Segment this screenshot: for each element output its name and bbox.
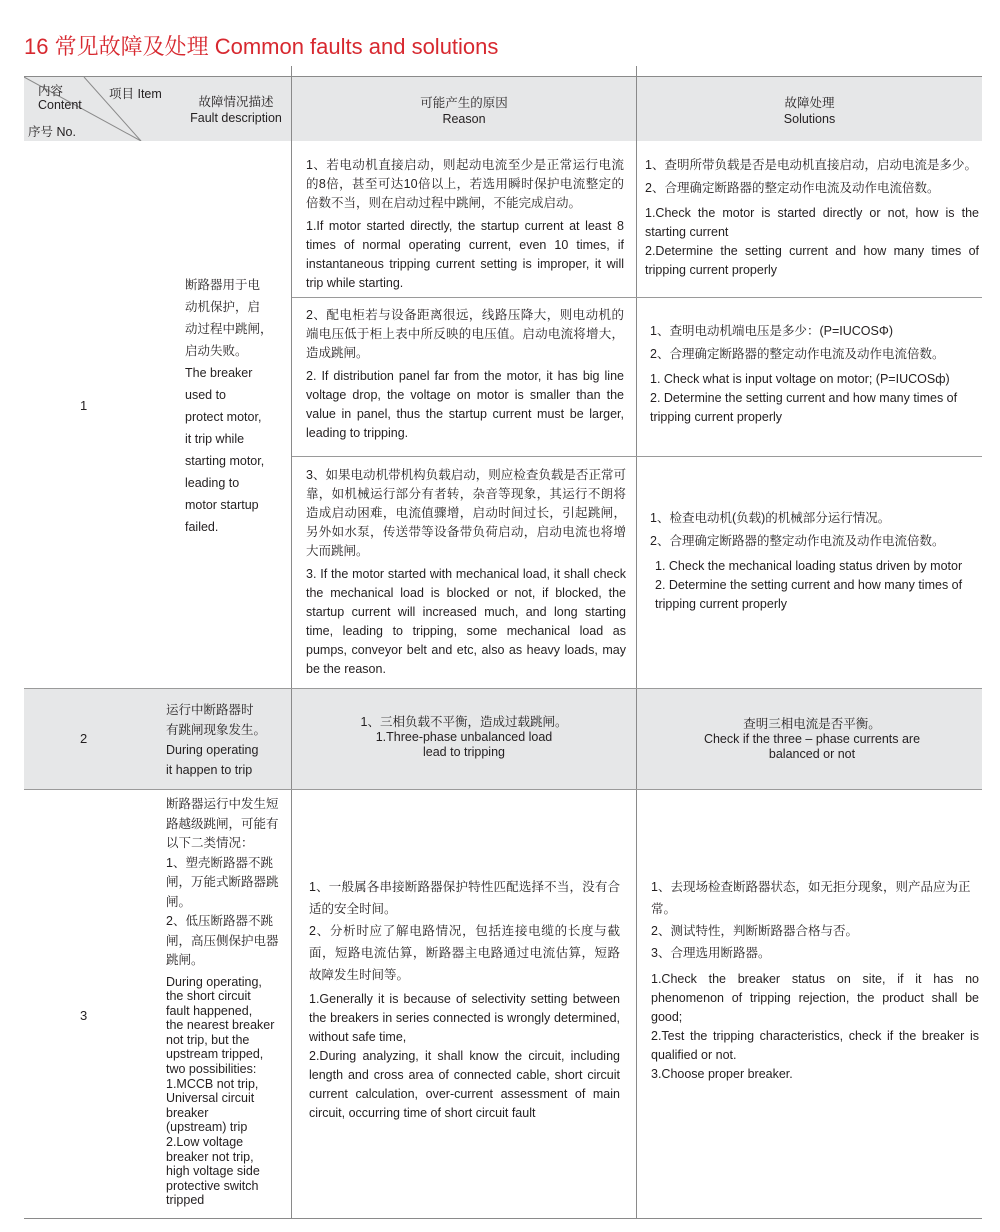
row-3-fault-en-line: breaker not trip,: [166, 1149, 254, 1164]
row-2-fault-line: 有跳闸现象发生。: [166, 723, 267, 737]
row-2-solution-cn: 查明三相电流是否平衡。: [743, 717, 881, 731]
row-1-1-solution-cn: 1、查明所带负载是否是电动机直接启动，启动电流是多少。: [645, 158, 977, 172]
row-2-number: 2: [80, 731, 88, 746]
row-1-fault: [185, 274, 285, 538]
row-3-solution-cn: 2、测试特性，判断断路器合格与否。: [651, 924, 858, 938]
row-1-2-solution-en: 1. Check what is input voltage on motor; (P=IUCOSф): [650, 372, 950, 386]
row-2-reason-cn: 1、三相负载不平衡，造成过载跳闸。: [360, 715, 568, 729]
row-3-fault-line: 闸。: [166, 894, 192, 909]
row-1-fault-line: failed.: [185, 520, 219, 534]
row-3-fault-en-line: the nearest breaker: [166, 1018, 275, 1033]
row-2-top-rule: [24, 688, 982, 689]
row-1-3-reason: [306, 466, 626, 683]
row-3-solution-en: 3.Choose proper breaker.: [651, 1067, 793, 1081]
row-1-3-reason-cn: 3、如果电动机带机构负载启动，则应检查负载是否正常可靠，如机械运行部分有者转，杂音等现象，其运行不朗将造成启动困难，电流值骤增，启动时间过长，引起跳闸，另外如水泵，传送带等设备带负荷启动，启动电流也将增大而跳闸。: [306, 468, 626, 558]
row-1-3-solution: [650, 509, 982, 614]
row-2-fault-line: During operating: [166, 743, 259, 757]
row-3-fault-en-line: two possibilities:: [166, 1062, 257, 1077]
header-reason-cn: 可能产生的原因: [420, 96, 508, 110]
header-fault: [180, 94, 292, 126]
header-content-en: Content: [38, 98, 82, 112]
header-reason-en: Reason: [442, 112, 486, 126]
row-3-top-rule: [24, 789, 982, 790]
row-1-fault-line: motor startup: [185, 498, 259, 512]
row-2-solution-en: Check if the three – phase currents are: [703, 732, 921, 746]
row-1-number: 1: [80, 398, 88, 413]
page-title: 16 常见故障及处理 Common faults and solutions: [24, 34, 499, 59]
row-1-fault-line: protect motor,: [185, 410, 262, 424]
row-1-2-reason-en: 2. If distribution panel far from the motor, it has big line voltage drop, the voltage on motor is smaller than the value in panel, thus the startup current must be larger, leading to tripping.: [306, 369, 624, 440]
row-1-fault-line: it trip while: [185, 432, 245, 446]
table-bottom-rule: [24, 1218, 982, 1219]
row-3-fault-en-line: Universal circuit: [166, 1091, 255, 1106]
row-1-2-solution: [650, 322, 982, 427]
row-1-1-solution-en: 2.Determine the setting current and how many times of tripping current properly: [645, 244, 979, 277]
header-content-cn: 内容: [38, 84, 64, 98]
header-solution-cn: 故障处理: [784, 96, 835, 110]
row-1-fault-line: 动过程中跳闸，: [185, 322, 273, 336]
row-3-fault-line: 闸，万能式断路器跳: [166, 875, 279, 889]
row-1-2-reason-cn: 2、配电柜若与设备距离很远，线路压降大，则电动机的端电压低于柜上表中所反映的电压值。启动电流将增大，造成跳闸。: [306, 308, 624, 360]
row-1-3-solution-en: 1. Check the mechanical loading status driven by motor: [655, 559, 963, 573]
row-3-solution-en: 1.Check the breaker status on site, if it has no phenomenon of tripping rejection, the product shall be good;: [651, 972, 979, 1024]
header-fault-en: Fault description: [190, 111, 282, 125]
row-1-sub-divider-1: [292, 297, 982, 298]
row-1-fault-line: leading to: [185, 476, 240, 490]
row-2-reason-en: 1.Three-phase unbalanced load: [375, 730, 553, 744]
row-3-reason-en: 1.Generally it is because of selectivity setting between the breakers in series connected is wrongly determined, without safe time,: [309, 992, 620, 1044]
row-3-fault-en-line: 2.Low voltage: [166, 1135, 244, 1150]
row-3-solution-cn: 3、合理选用断路器。: [651, 946, 771, 960]
row-1-2-solution-cn: 1、查明电动机端电压是多少：(P=IUCOSΦ): [650, 324, 893, 338]
row-1-3-solution-cn: 1、检查电动机(负载)的机械部分运行情况。: [650, 511, 891, 525]
row-1-fault-line: The breaker: [185, 366, 253, 380]
row-2-reason-en: lead to tripping: [422, 745, 505, 759]
row-3-reason-cn: 1、一般属各串接断路器保护特性匹配选择不当，没有合适的安全时间。: [309, 880, 620, 916]
row-3-fault: [166, 795, 292, 1208]
row-1-1-solution-cn: 2、合理确定断路器的整定动作电流及动作电流倍数。: [645, 181, 940, 195]
row-1-sub-divider-2: [292, 456, 982, 457]
row-3-reason-cn: 2、分析时应了解电路情况，包括连接电缆的长度与截面，短路电流估算，断路器主电路通过电流估算，短路故障发生时间等。: [309, 924, 620, 982]
row-1-fault-line: starting motor,: [185, 454, 265, 468]
row-3-fault-line: 断路器运行中发生短: [166, 797, 279, 811]
row-2-solution: [637, 717, 987, 762]
row-3-solution-en: 2.Test the tripping characteristics, check if the breaker is qualified or not.: [651, 1029, 979, 1062]
row-3-fault-en-line: protective switch: [166, 1178, 259, 1193]
header-solution: [637, 95, 982, 127]
row-1-3-solution-en: 2. Determine the setting current and how many times of tripping current properly: [655, 578, 963, 611]
col-divider-solution: [636, 66, 637, 1218]
row-3-fault-en-line: high voltage side: [166, 1164, 260, 1179]
row-1-fault-line: 断路器用于电: [185, 278, 261, 292]
row-1-fault-line: 启动失败。: [185, 344, 248, 358]
header-solution-en: Solutions: [783, 112, 836, 126]
row-1-fault-line: 动机保护，启: [185, 300, 261, 314]
header-reason: [292, 95, 636, 127]
row-3-fault-en-line: tripped: [166, 1193, 205, 1208]
row-3-fault-line: 以下二类情况：: [166, 836, 254, 850]
row-2-fault-line: 运行中断路器时: [166, 703, 254, 717]
row-2-reason: [292, 715, 636, 760]
row-3-fault-line: 1、塑壳断路器不跳: [166, 855, 273, 870]
row-3-fault-line: 闸，高压侧保护电器: [166, 933, 279, 948]
row-2-solution-en: balanced or not: [768, 747, 856, 761]
row-3-reason-en: 2.During analyzing, it shall know the circuit, including length and cross area of connected cable, short circuit current calculation, over-current assessment of main circuit, occurring time of short circuit fault: [309, 1049, 620, 1120]
row-3-fault-en-line: upstream tripped,: [166, 1047, 264, 1062]
row-3-fault-en-line: breaker: [166, 1105, 209, 1120]
row-1-2-solution-en: 2. Determine the setting current and how many times of tripping current properly: [650, 391, 958, 424]
row-3-fault-en-line: the short circuit: [166, 989, 251, 1004]
header-no: 序号 No.: [28, 125, 76, 139]
row-1-1-reason: [306, 156, 624, 297]
row-1-1-reason-cn: 1、若电动机直接启动，则起动电流至少是正常运行电流的8倍，甚至可达10倍以上，若选用瞬时保护电流整定的倍数不当，则在启动过程中跳闸，不能完成启动。: [306, 158, 624, 210]
row-2-fault: [166, 700, 288, 780]
row-3-fault-line: 路越级跳闸，可能有: [166, 816, 279, 831]
row-3-fault-en-line: fault happened,: [166, 1003, 253, 1018]
row-3-fault-en-line: (upstream) trip: [166, 1120, 248, 1135]
header-item: 项目 Item: [109, 87, 162, 101]
row-1-1-solution-en: 1.Check the motor is started directly or not, how is the starting current: [645, 206, 979, 239]
row-1-fault-line: used to: [185, 388, 227, 402]
row-3-fault-en-line: During operating,: [166, 974, 262, 989]
row-1-1-solution: [645, 156, 990, 280]
row-1-3-reason-en: 3. If the motor started with mechanical load, it shall check the mechanical load is blocked or not, if blocked, the startup current will increased much, and long starting time, leading to tripping, some mechanical load as pumps, conveyor belt and etc, also as heavy loads, may be the reason.: [306, 567, 626, 676]
row-3-solution-cn: 1、去现场检查断路器状态，如无拒分现象，则产品应为正常。: [651, 880, 971, 916]
header-fault-cn: 故障情况描述: [198, 95, 274, 109]
row-3-fault-line: 2、低压断路器不跳: [166, 914, 273, 928]
row-3-fault-line: 跳闸。: [166, 953, 204, 967]
header-content: [38, 84, 82, 112]
row-1-3-solution-cn: 2、合理确定断路器的整定动作电流及动作电流倍数。: [650, 534, 945, 548]
row-3-reason: [309, 876, 620, 1123]
row-1-1-reason-en: 1.If motor started directly, the startup current at least 8 times of normal operating current, even 10 times, if instantaneous tripping current setting is improper, it will trip while starting.: [306, 219, 624, 290]
row-3-fault-en-line: not trip, but the: [166, 1032, 250, 1047]
row-2-fault-line: it happen to trip: [166, 763, 253, 777]
row-1-2-solution-cn: 2、合理确定断路器的整定动作电流及动作电流倍数。: [650, 347, 945, 361]
row-3-fault-en-line: 1.MCCB not trip,: [166, 1076, 259, 1091]
row-3-solution: [651, 876, 979, 1084]
row-3-number: 3: [80, 1008, 88, 1023]
row-1-2-reason: [306, 306, 624, 447]
